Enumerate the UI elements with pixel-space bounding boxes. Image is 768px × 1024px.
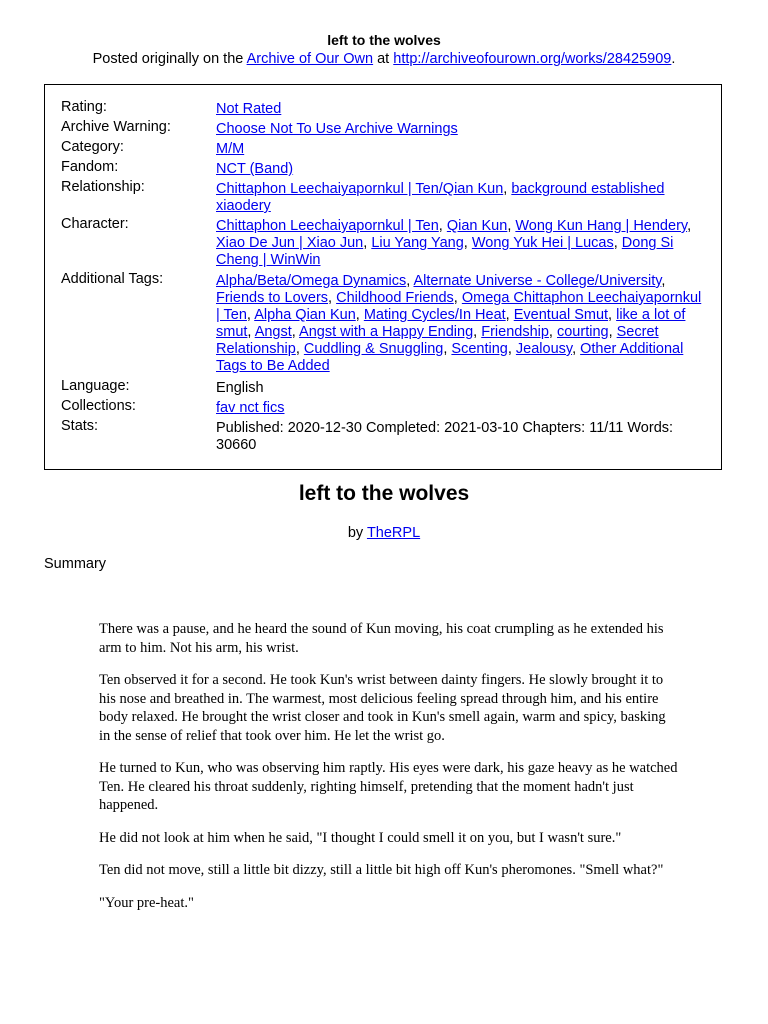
category-link[interactable]: M/M <box>216 141 245 157</box>
character-link[interactable]: Chittaphon Leechaiyapornkul | Ten <box>216 218 439 234</box>
tag-link[interactable]: Other Additional Tags to Be Added <box>216 341 684 374</box>
tag-link[interactable]: Eventual Smut <box>513 307 609 323</box>
metadata-box: Rating: Not Rated Archive Warning: Choose Not To Use Archive Warnings Category: M/M Fandom: NCT (Band) Relationship: Chittaphon Leechaiyapornkul | Ten/Qian Kun, background established xiaodery Character: Chittaphon Leechaiyapornkul | Ten, Qian Kun, Wong Kun Hang | Hendery, Xiao De Jun | Xiao Jun, Liu Yang Yang, Wong Yuk Hei | Lucas, Dong Si Cheng | WinWin Additional Tags: Alpha/Beta/Omega Dynamics, Alternate Universe - College/University, Friends to Lovers, Childhood Friends, Omega Chittaphon Leechaiyapornkul | Ten, Alpha Qian Kun, Mating Cycles/In Heat, Eventual Smut, like a lot of smut, Angst, Angst with a Happy Ending, Friendship, courting, Secret Relationship, Cuddling & Snuggling, Scenting, Jealousy, Other Additional Tags to Be Added Language: English Collections: fav nct fics Stats: Published: 2020-12-30 Completed: 2021-03-10 Chapters: 11/11 Words: 30660 <box>44 84 722 470</box>
character-link[interactable]: Xiao De Jun | Xiao Jun <box>216 235 364 251</box>
relationship-link[interactable]: background established xiaodery <box>216 181 665 214</box>
tag-link[interactable]: Alpha Qian Kun <box>254 307 356 323</box>
relationship-link[interactable]: Chittaphon Leechaiyapornkul | Ten/Qian Kun <box>216 181 504 197</box>
tag-link[interactable]: Scenting <box>451 341 508 357</box>
character-link[interactable]: Dong Si Cheng | WinWin <box>216 235 674 268</box>
tag-link[interactable]: Secret Relationship <box>216 324 659 357</box>
character-link[interactable]: Liu Yang Yang <box>371 235 464 251</box>
summary-paragraph: Ten observed it for a second. He took Kun's wrist between dainty fingers. He slowly brought it to his nose and breathed in. The warmest, most delicious feeling spread through him, and his entire body relaxed. He brought the wrist closer and took in Kun's smell again, warm and spicy, basking in the sense of relief that took over him. He let the wrist go. <box>99 672 666 744</box>
archive-link[interactable]: Archive of Our Own <box>246 51 374 67</box>
document-title: left to the wolves <box>327 32 441 48</box>
tag-link[interactable]: Angst <box>254 324 292 340</box>
summary-text <box>99 620 679 926</box>
summary-paragraph: There was a pause, and he heard the sound of Kun moving, his coat crumpling as he extended his arm to him. Not his arm, his wrist. <box>99 621 664 656</box>
tag-link[interactable]: Childhood Friends <box>336 290 454 306</box>
summary-paragraph: He did not look at him when he said, "I thought I could smell it on you, but I wasn't sure." <box>99 829 622 846</box>
summary-paragraph: "Your pre-heat." <box>99 894 194 911</box>
character-link[interactable]: Qian Kun <box>446 218 508 234</box>
tag-link[interactable]: like a lot of smut <box>216 307 686 340</box>
tag-link[interactable]: Angst with a Happy Ending <box>299 324 474 340</box>
character-link[interactable]: Wong Yuk Hei | Lucas <box>471 235 614 251</box>
summary-paragraph: Ten did not move, still a little bit dizzy, still a little bit high off Kun's pheromones. "Smell what?" <box>99 862 664 878</box>
tag-link[interactable]: Jealousy <box>515 341 573 357</box>
tag-link[interactable]: Alpha/Beta/Omega Dynamics <box>216 273 407 289</box>
work-title: left to the wolves <box>298 482 470 505</box>
collection-link[interactable]: fav nct fics <box>216 400 285 416</box>
tag-link[interactable]: courting <box>556 324 609 340</box>
byline: by TheRPL <box>347 525 421 541</box>
tag-link[interactable]: Cuddling & Snuggling <box>303 341 444 357</box>
posted-line: Posted originally on the Archive of Our Own at http://archiveofourown.org/works/28425909. <box>92 51 676 67</box>
tag-link[interactable]: Friendship <box>481 324 549 340</box>
warning-link[interactable]: Choose Not To Use Archive Warnings <box>216 121 458 137</box>
work-url-link[interactable]: http://archiveofourown.org/works/28425909 <box>393 51 672 67</box>
tag-link[interactable]: Alternate Universe - College/University <box>413 273 662 289</box>
tag-link[interactable]: Mating Cycles/In Heat <box>363 307 506 323</box>
fandom-link[interactable]: NCT (Band) <box>216 161 294 177</box>
character-link[interactable]: Wong Kun Hang | Hendery <box>515 218 688 234</box>
author-link[interactable]: TheRPL <box>366 525 421 541</box>
summary-heading: Summary <box>44 556 107 572</box>
summary-paragraph: He turned to Kun, who was observing him raptly. His eyes were dark, his gaze heavy as he watched Ten. He cleared his throat suddenly, righting himself, pretending that the moment hadn't just happened. <box>99 760 678 813</box>
tag-link[interactable]: Omega Chittaphon Leechaiyapornkul | Ten <box>216 290 702 323</box>
rating-link[interactable]: Not Rated <box>216 101 282 117</box>
tag-link[interactable]: Friends to Lovers <box>216 290 329 306</box>
